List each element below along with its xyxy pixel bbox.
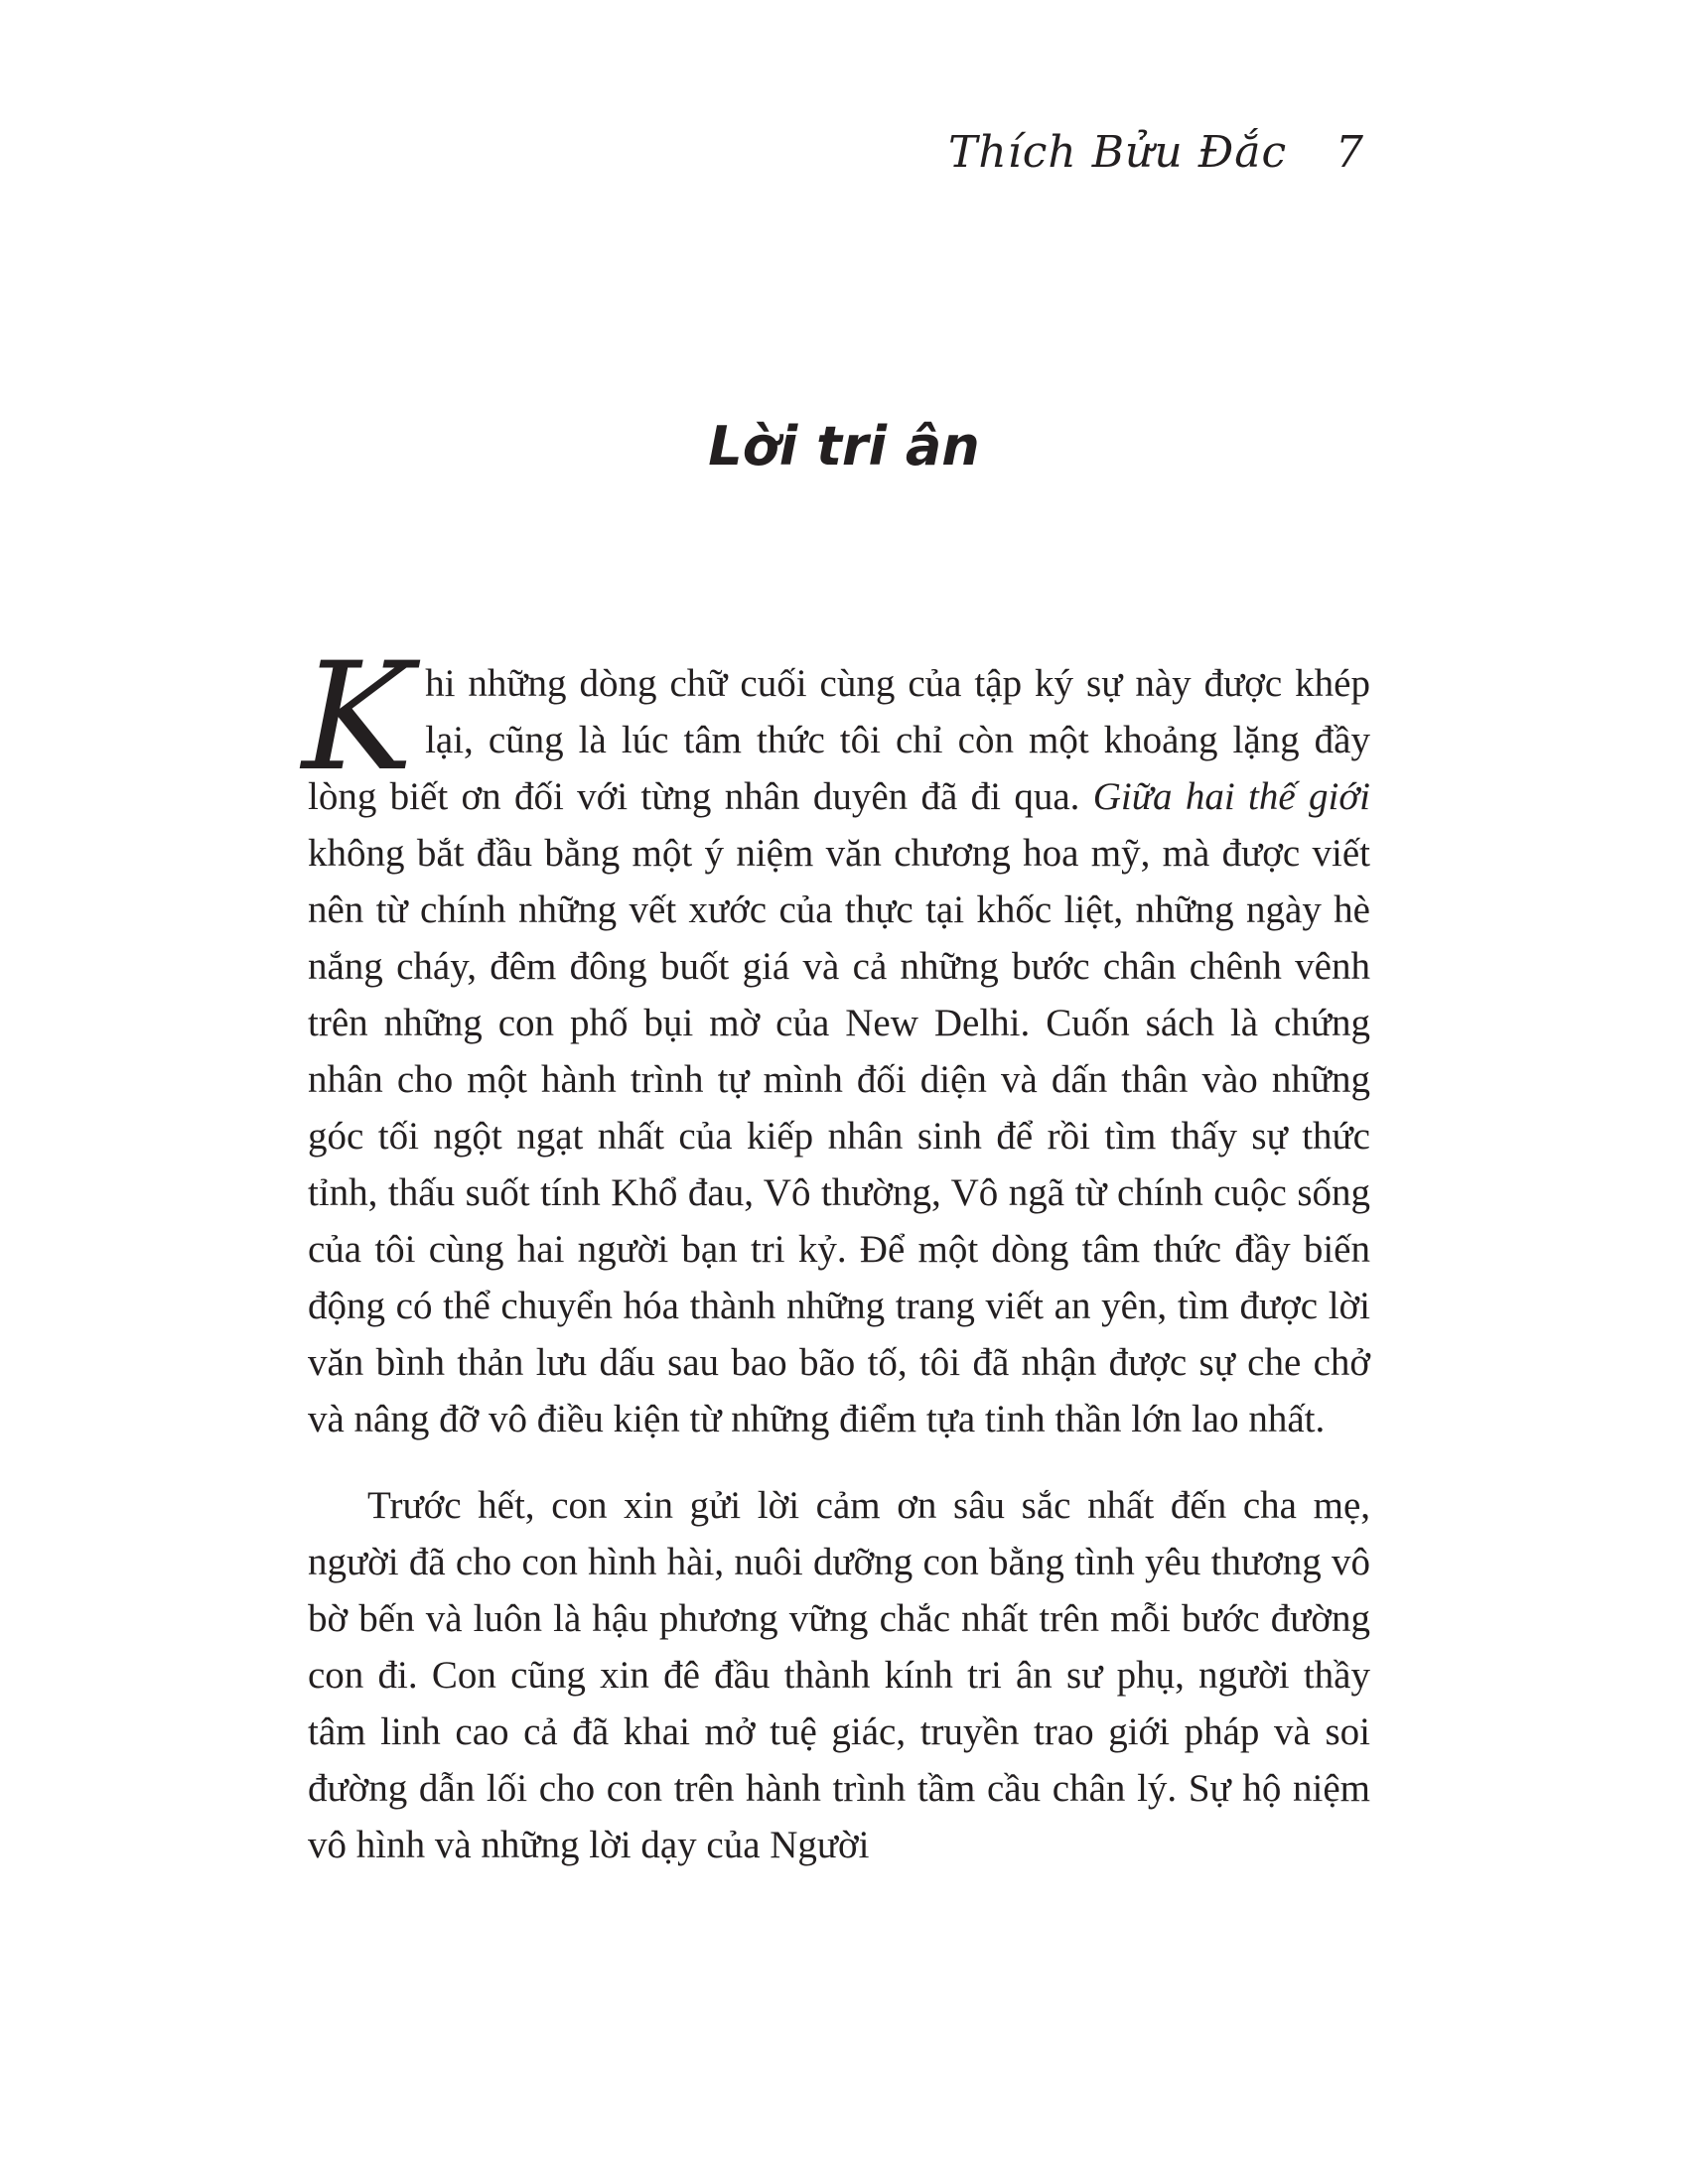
paragraph-1-text-start: hi những dòng chữ cuối cùng của tập ký sự này được khép lại, cũng là lúc tâm thức tôi chỉ còn một khoảng lặng đầy lòng biết ơn đối với từng nhân duyên đã đi qua. xyxy=(308,662,1370,818)
running-head xyxy=(933,127,1370,206)
paragraph-1-text-end: không bắt đầu bằng một ý niệm văn chương hoa mỹ, mà được viết nên từ chính những vết xước của thực tại khốc liệt, những ngày hè nắng cháy, đêm đông buốt giá và cả những bước chân chênh vênh trên những con phố bụi mờ của New Delhi. Cuốn sách là chứng nhân cho một hành trình tự mình đối diện và dấn thân vào những góc tối ngột ngạt nhất của kiếp nhân sinh để rồi tìm thấy sự thức tỉnh, thấu suốt tính Khổ đau, Vô thường, Vô ngã từ chính cuộc sống của tôi cùng hai người bạn tri kỷ. Để một dòng tâm thức đầy biến động có thể chuyển hóa thành những trang viết an yên, tìm được lời văn bình thản lưu dấu sau bao bão tố, tôi đã nhận được sự che chở và nâng đỡ vô điều kiện từ những điểm tựa tinh thần lớn lao nhất. xyxy=(308,832,1370,1440)
page-number: 7 xyxy=(1336,127,1363,178)
body-text xyxy=(302,631,1370,1873)
drop-cap: K xyxy=(302,631,414,804)
chapter-title: Lời tri ân xyxy=(708,415,980,478)
paragraph-2: Trước hết, con xin gửi lời cảm ơn sâu sắc nhất đến cha mẹ, người đã cho con hình hài, nuôi dưỡng con bằng tình yêu thương vô bờ bến và luôn là hậu phương vững chắc nhất trên mỗi bước đường con đi. Con cũng xin đê đầu thành kính tri ân sư phụ, người thầy tâm linh cao cả đã khai mở tuệ giác, truyền trao giới pháp và soi đường dẫn lối cho con trên hành trình tầm cầu chân lý. Sự hộ niệm vô hình và những lời dạy của Người xyxy=(308,1484,1370,1866)
book-title-italic: Giữa hai thế giới xyxy=(1092,775,1370,818)
paragraph-1 xyxy=(302,631,1370,1447)
running-head-author: Thích Bửu Đắc xyxy=(948,127,1288,178)
